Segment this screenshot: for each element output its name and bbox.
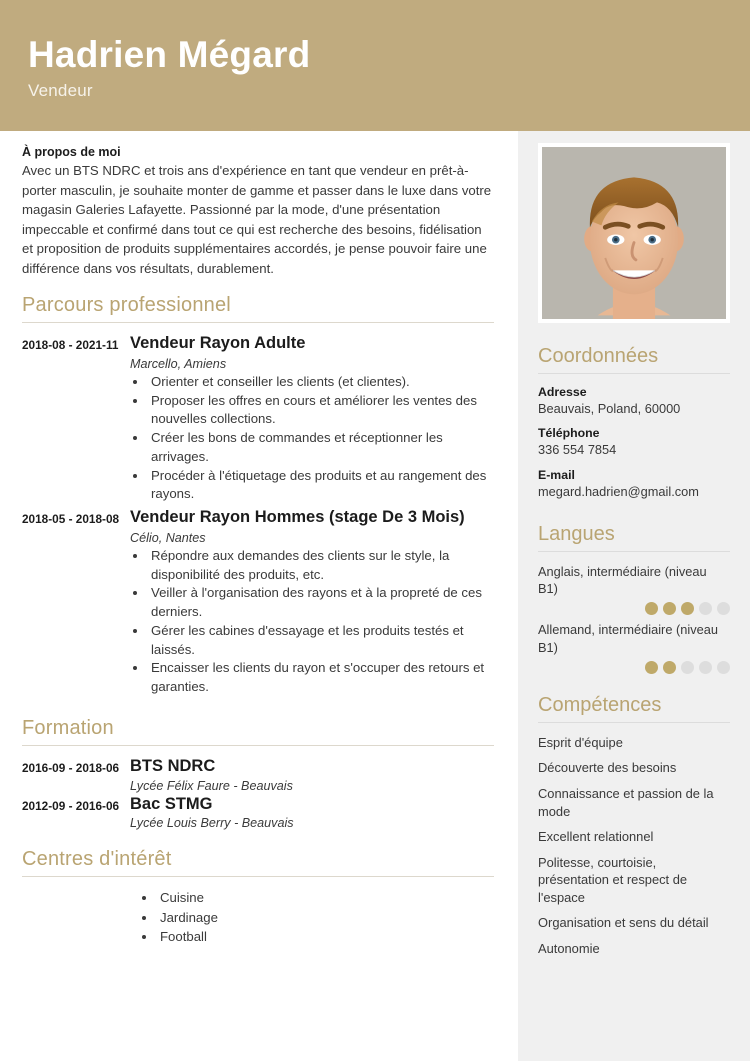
entry-body: [130, 795, 494, 831]
entry-body: [130, 757, 494, 793]
photo-frame: [538, 143, 730, 323]
list-item: • Créer les bons de commandes et réceptionner les arrivages.: [148, 429, 494, 466]
list-item: • Football: [157, 927, 494, 946]
language-name: Anglais, intermédiaire (niveau B1): [538, 563, 707, 597]
entry-employer: Célio, Nantes: [130, 530, 206, 545]
section-divider: [22, 876, 494, 877]
entry-school: Lycée Louis Berry - Beauvais: [130, 816, 294, 831]
list-item: • Jardinage: [157, 908, 494, 927]
entry-bullet-list: [148, 373, 494, 504]
rating-dot-filled: [663, 661, 676, 674]
rating-dot-filled: [663, 602, 676, 615]
experience-entry: [22, 508, 494, 697]
entry-date: 2018-05 - 2018-08: [22, 512, 120, 527]
list-item: • Orienter et conseiller les clients (et clientes).: [148, 373, 494, 392]
entry-date: 2016-09 - 2018-06: [22, 760, 120, 775]
languages-section: [538, 523, 730, 674]
entry-school: Lycée Félix Faure - Beauvais: [130, 778, 293, 793]
contact-heading: Coordonnées: [538, 345, 659, 367]
contact-phone[interactable]: [538, 426, 730, 458]
skill-item: Excellent relationnel: [538, 829, 654, 845]
spacer: [22, 701, 494, 717]
list-item: • Proposer les offres en cours et améliorer les ventes des nouvelles collections.: [148, 392, 494, 429]
experience-entry: [22, 334, 494, 504]
skill-item: Organisation et sens du détail: [538, 915, 709, 931]
languages-heading: Langues: [538, 522, 615, 545]
main-column: [0, 131, 518, 1061]
section-divider: [538, 373, 730, 374]
experience-section: [22, 294, 494, 697]
about-heading: À propos de moi: [22, 145, 121, 159]
contact-value[interactable]: megard.hadrien@gmail.com: [538, 483, 699, 499]
resume-header: [0, 0, 750, 131]
skill-item: Politesse, courtoisie, présentation et respect de l'espace: [538, 854, 688, 905]
about-section: [22, 145, 494, 278]
rating-dot-filled: [645, 602, 658, 615]
contact-value[interactable]: 336 554 7854: [538, 442, 617, 458]
entry-bullet-list: [148, 547, 494, 697]
contact-label: E-mail: [538, 467, 575, 482]
section-divider: [538, 722, 730, 723]
rating-dot-empty: [699, 602, 712, 615]
skills-section: [538, 694, 730, 957]
resume-body: [0, 131, 750, 1061]
entry-title: BTS NDRC: [130, 756, 216, 775]
entry-date: 2012-09 - 2016-06: [22, 798, 120, 813]
candidate-name: Hadrien Mégard: [28, 34, 311, 75]
entry-employer: Marcello, Amiens: [130, 356, 227, 371]
education-section: [22, 717, 494, 831]
rating-dot-empty: [717, 602, 730, 615]
language-name: Allemand, intermédiaire (niveau B1): [538, 622, 718, 655]
education-entry: [22, 795, 494, 831]
section-divider: [22, 745, 494, 746]
entry-body: [130, 508, 494, 697]
list-item: • Veiller à l'organisation des rayons et à la propreté de ces derniers.: [148, 584, 494, 621]
interests-list: [157, 888, 494, 945]
entry-body: [130, 334, 494, 504]
list-item: • Procéder à l'étiquetage des produits et au rangement des rayons.: [148, 467, 494, 504]
contact-value: Beauvais, Poland, 60000: [538, 401, 681, 416]
entry-title: Vendeur Rayon Adulte: [130, 334, 306, 353]
rating-dot-empty: [717, 661, 730, 674]
list-item: • Gérer les cabines d'essayage et les produits testés et laissés.: [148, 622, 494, 659]
education-heading: Formation: [22, 716, 114, 739]
sidebar: [518, 131, 750, 1061]
candidate-job-title: Vendeur: [28, 80, 93, 100]
spacer: [22, 278, 494, 294]
section-divider: [22, 322, 494, 323]
experience-heading: Parcours professionnel: [22, 294, 231, 317]
spacer: [538, 509, 730, 523]
language-level-rating: [538, 602, 730, 615]
contact-label: Adresse: [538, 385, 587, 399]
avatar: [542, 147, 726, 319]
section-divider: [538, 551, 730, 552]
language-level-rating: [538, 661, 730, 674]
rating-dot-filled: [645, 661, 658, 674]
contact-label: Téléphone: [538, 426, 600, 441]
skill-item: Autonomie: [538, 940, 600, 956]
about-text: Avec un BTS NDRC et trois ans d'expérience en tant que vendeur en prêt-à-porter masculin, je souhaite monter de gamme et passer dans le luxe dans votre magasin Galeries Lafayette. Passionné par la mode, d'une présentation impeccable et confirmé dans tout ce qui est recherche des besoins, fidélisation et proposition de produits supplémentaires accordés, je pense pouvoir faire une différence dans vos résultats, durablement.: [22, 163, 492, 276]
entry-title: Bac STMG: [130, 794, 213, 813]
language-item: [538, 563, 730, 616]
interests-heading: Centres d'intérêt: [22, 848, 172, 871]
education-entry: [22, 757, 494, 793]
skill-item: Esprit d'équipe: [538, 734, 623, 750]
entry-title: Vendeur Rayon Hommes (stage De 3 Mois): [130, 508, 465, 527]
rating-dot-empty: [681, 661, 694, 674]
contact-email[interactable]: [538, 468, 730, 500]
interests-section: [22, 848, 494, 945]
skill-item: Connaissance et passion de la mode: [538, 785, 714, 819]
entry-date: 2018-08 - 2021-11: [22, 338, 119, 353]
contact-address: [538, 385, 730, 417]
list-item: • Répondre aux demandes des clients sur le style, la disponibilité des produits, etc.: [148, 547, 494, 584]
spacer: [538, 680, 730, 694]
rating-dot-filled: [681, 602, 694, 615]
contact-section: [538, 345, 730, 500]
list-item: • Cuisine: [157, 888, 494, 907]
skill-item: Découverte des besoins: [538, 760, 677, 776]
spacer: [22, 832, 494, 848]
rating-dot-empty: [699, 661, 712, 674]
list-item: • Encaisser les clients du rayon et s'occuper des retours et garanties.: [148, 659, 494, 696]
language-item: [538, 621, 730, 674]
portrait-photo-icon: [542, 147, 726, 319]
skills-heading: Compétences: [538, 693, 662, 716]
